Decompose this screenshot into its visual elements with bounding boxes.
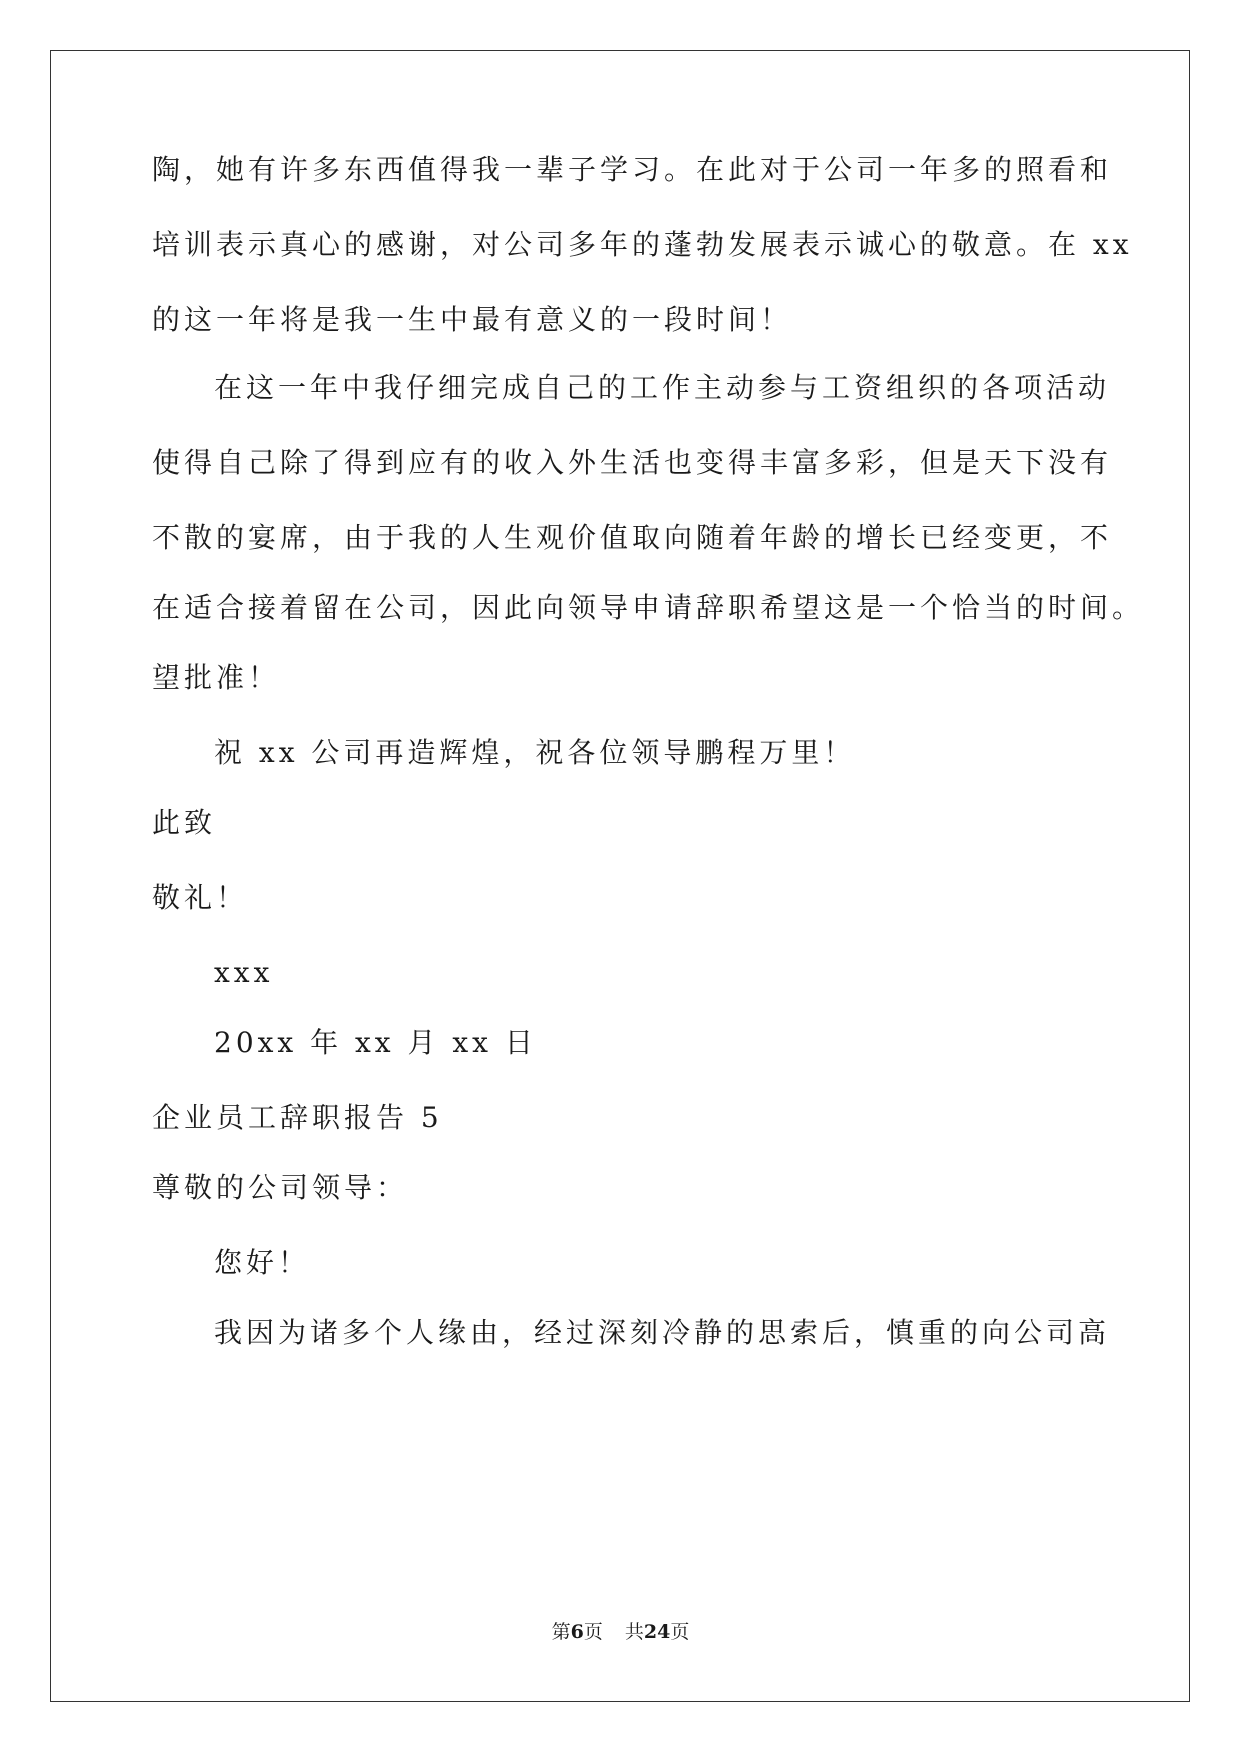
signature-name: xxx bbox=[214, 956, 274, 989]
salutation-ci-zhi: 此致 bbox=[152, 806, 217, 839]
text-line: 的这一年将是我一生中最有意义的一段时间！ bbox=[152, 303, 793, 336]
total-pages: 24 bbox=[643, 1621, 671, 1643]
page-footer bbox=[0, 1620, 1241, 1644]
text-line: 不散的宴席，由于我的人生观价值取向随着年龄的增长已经变更，不 bbox=[152, 521, 1113, 554]
total-suffix: 页 bbox=[670, 1621, 690, 1643]
text-line: 使得自己除了得到应有的收入外生活也变得丰富多彩，但是天下没有 bbox=[152, 446, 1113, 479]
page-prefix: 第 bbox=[551, 1621, 571, 1643]
closing-wish: 祝 xx 公司再造辉煌，祝各位领导鹏程万里！ bbox=[214, 736, 856, 769]
paragraph-start: 我因为诸多个人缘由，经过深刻冷静的思索后，慎重的向公司高 bbox=[214, 1316, 1111, 1349]
page-number: 6 bbox=[570, 1621, 584, 1643]
text-line: 培训表示真心的感谢，对公司多年的蓬勃发展表示诚心的敬意。在 xx bbox=[152, 228, 1133, 261]
greeting-hello: 您好！ bbox=[214, 1246, 311, 1279]
section-title: 企业员工辞职报告 5 bbox=[152, 1101, 443, 1134]
paragraph-start: 在这一年中我仔细完成自己的工作主动参与工资组织的各项活动 bbox=[214, 371, 1111, 404]
total-prefix: 共 bbox=[624, 1621, 644, 1643]
text-line: 在适合接着留在公司，因此向领导申请辞职希望这是一个恰当的时间。 bbox=[152, 591, 1145, 624]
page-suffix: 页 bbox=[583, 1621, 603, 1643]
signature-date: 20xx 年 xx 月 xx 日 bbox=[214, 1026, 537, 1059]
salutation-jing-li: 敬礼！ bbox=[152, 881, 249, 914]
text-line: 陶，她有许多东西值得我一辈子学习。在此对于公司一年多的照看和 bbox=[152, 153, 1113, 186]
page-border bbox=[50, 50, 1190, 1702]
greeting-recipient: 尊敬的公司领导： bbox=[152, 1171, 409, 1204]
text-line: 望批准！ bbox=[152, 661, 281, 694]
